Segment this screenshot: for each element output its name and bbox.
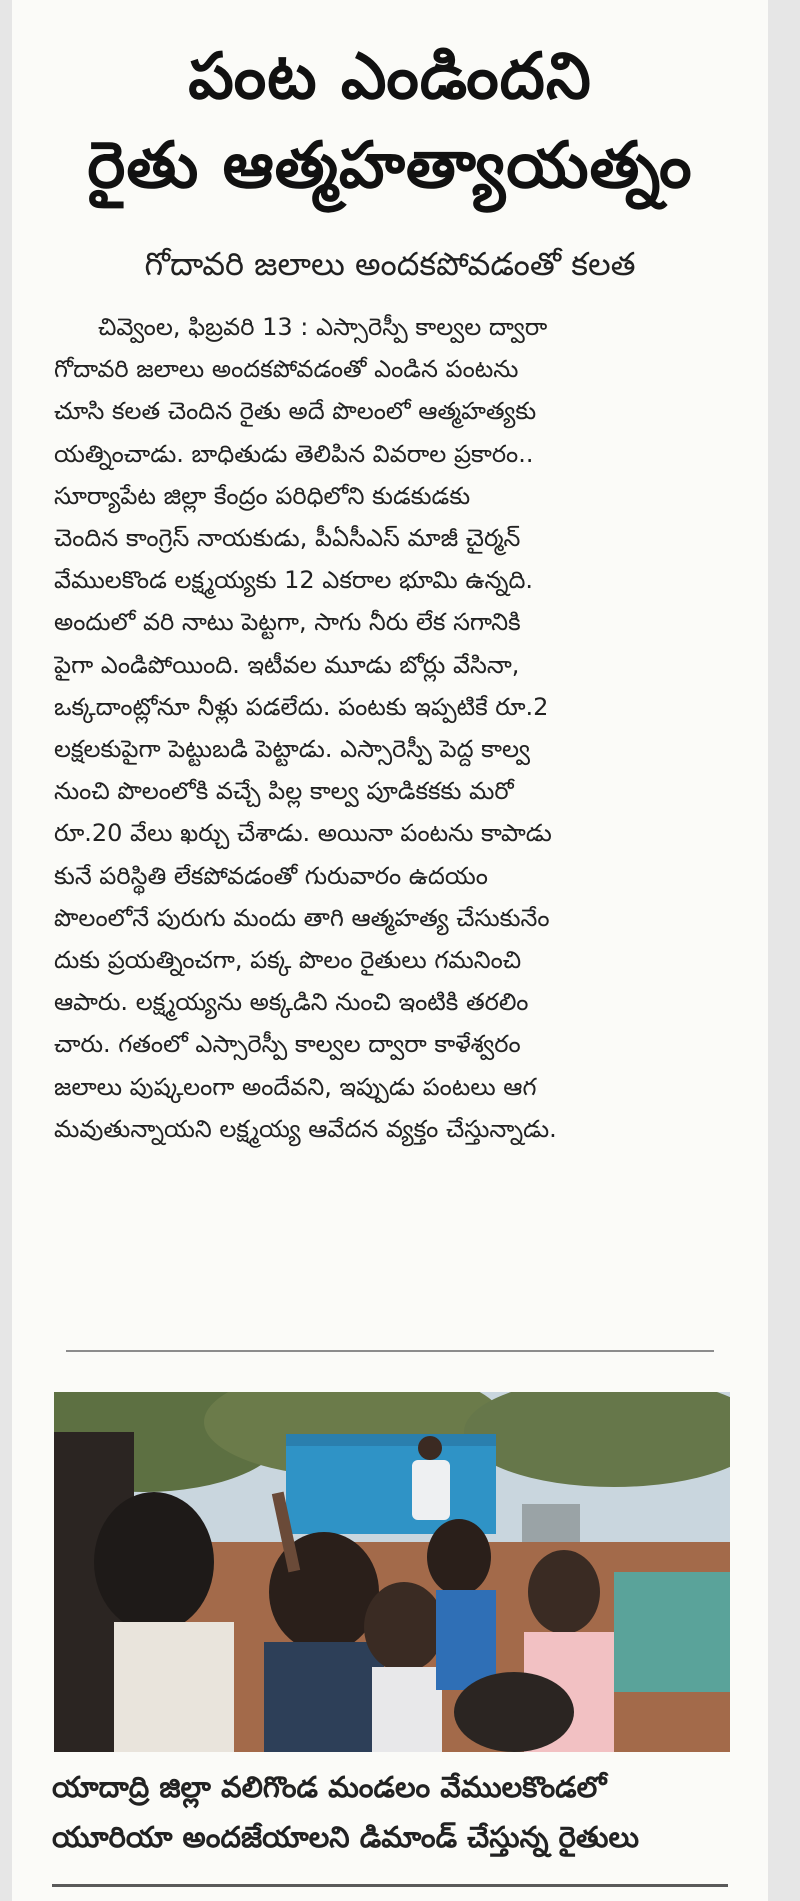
article-body — [54, 306, 736, 1150]
body-line: సూర్యాపేట జిల్లా కేంద్రం పరిధిలోని కుడకుడకు — [54, 481, 471, 510]
photo-illustration — [54, 1392, 730, 1752]
body-line: దుకు ప్రయత్నించగా, పక్క పొలం రైతులు గమనించి — [54, 946, 522, 975]
subheadline: గోదావరి జలాలు అందకపోవడంతో కలత — [144, 245, 636, 283]
newspaper-clipping — [12, 0, 768, 1901]
body-line: పొలంలోనే పురుగు మందు తాగి ఆత్మహత్య చేసుకునేం — [54, 903, 550, 932]
body-line: జలాలు పుష్కలంగా అందేవని, ఇప్పుడు పంటలు ఆగ — [54, 1072, 537, 1101]
caption-line: యూరియా అందజేయాలని డిమాండ్ చేస్తున్న రైతులు — [52, 1820, 640, 1854]
photo-caption — [52, 1762, 732, 1862]
body-line: మవుతున్నాయని లక్ష్మయ్య ఆవేదన వ్యక్తం చేస్తున్నాడు. — [54, 1114, 557, 1143]
crowd-photo — [54, 1392, 730, 1752]
bottom-divider — [52, 1884, 728, 1887]
body-line: రూ.20 వేలు ఖర్చు చేశాడు. అయినా పంటను కాపాడు — [54, 819, 552, 848]
body-line: చెందిన కాంగ్రెస్ నాయకుడు, పీఏసీఎస్ మాజీ చైర్మన్ — [54, 524, 521, 553]
body-line: ఆపారు. లక్ష్మయ్యను అక్కడిని నుంచి ఇంటికి తరలిం — [54, 988, 529, 1017]
body-line: వేములకొండ లక్ష్మయ్యకు 12 ఎకరాల భూమి ఉన్నది. — [54, 566, 534, 595]
body-line: అందులో వరి నాటు పెట్టగా, సాగు నీరు లేక సగానికి — [54, 608, 521, 637]
headline-line-1: పంట ఎండిందని — [188, 40, 592, 114]
body-line: గోదావరి జలాలు అందకపోవడంతో ఎండిన పంటను — [54, 355, 519, 384]
body-line: ఒక్కదాంట్లోనూ నీళ్లు పడలేదు. పంటకు ఇప్పటికే రూ.2 — [54, 692, 549, 721]
body-line: నుంచి పొలంలోకి వచ్చే పిల్ల కాల్వ పూడికకకు మరో — [54, 777, 514, 806]
caption-line: యాదాద్రి జిల్లా వలిగొండ మండలం వేములకొండలో — [52, 1770, 607, 1804]
body-line: చారు. గతంలో ఎస్సారెస్పీ కాల్వల ద్వారా కాళేశ్వరం — [54, 1030, 521, 1059]
body-line: పైగా ఎండిపోయింది. ఇటీవల మూడు బోర్లు వేసినా, — [54, 650, 520, 679]
section-divider — [66, 1350, 714, 1352]
headline-line-2: రైతు ఆత్మహత్యాయత్నం — [87, 129, 693, 203]
body-line: కునే పరిస్థితి లేకపోవడంతో గురువారం ఉదయం — [54, 861, 488, 890]
body-line: చూసి కలత చెందిన రైతు అదే పొలంలో ఆత్మహత్యకు — [54, 397, 537, 426]
body-line: లక్షలకుపైగా పెట్టుబడి పెట్టాడు. ఎస్సారెస్పీ పెద్ద కాల్వ — [54, 735, 530, 764]
body-line: యత్నించాడు. బాధితుడు తెలిపిన వివరాల ప్రకారం.. — [54, 439, 534, 468]
body-line: చివ్వెంల, ఫిబ్రవరి 13 : ఎస్సారెస్పీ కాల్వల ద్వారా — [98, 313, 548, 341]
